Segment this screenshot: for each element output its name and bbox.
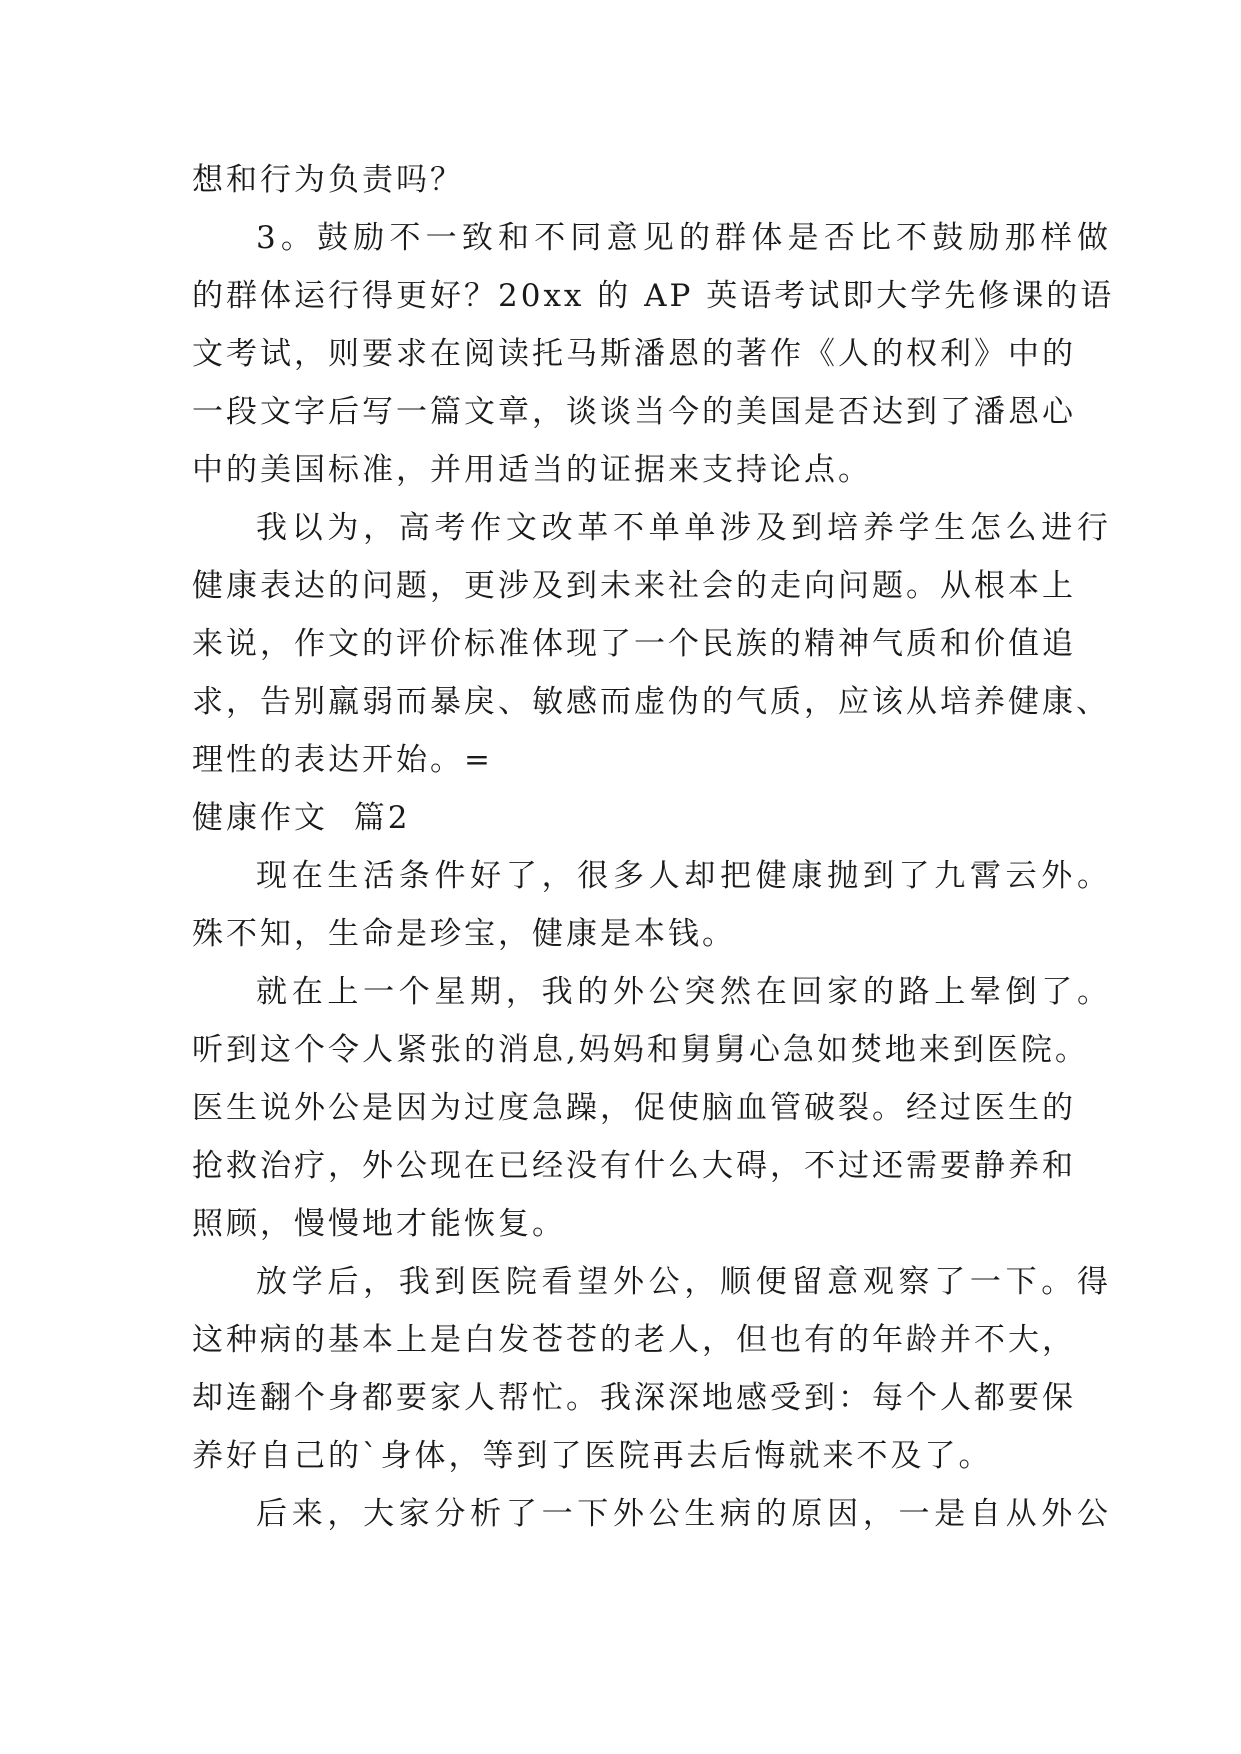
paragraph-start-line: 放学后，我到医院看望外公，顺便留意观察了一下。得	[256, 1264, 1111, 1300]
paragraph-start-line: 3。鼓励不一致和不同意见的群体是否比不鼓励那样做	[256, 220, 1111, 256]
text-line: 健康表达的问题，更涉及到未来社会的走向问题。从根本上	[192, 568, 1076, 604]
text-line: 殊不知，生命是珍宝，健康是本钱。	[192, 916, 736, 952]
text-line: 来说，作文的评价标准体现了一个民族的精神气质和价值追	[192, 626, 1076, 662]
text-line: 理性的表达开始。=	[192, 742, 493, 778]
text-line: 却连翻个身都要家人帮忙。我深深地感受到：每个人都要保	[192, 1380, 1076, 1416]
text-line: 一段文字后写一篇文章，谈谈当今的美国是否达到了潘恩心	[192, 394, 1076, 430]
paragraph-start-line: 就在上一个星期，我的外公突然在回家的路上晕倒了。	[256, 974, 1111, 1010]
paragraph-start-line: 现在生活条件好了，很多人却把健康抛到了九霄云外。	[256, 858, 1111, 894]
paragraph-start-line: 我以为，高考作文改革不单单涉及到培养学生怎么进行	[256, 510, 1111, 546]
text-line: 想和行为负责吗？	[192, 162, 464, 198]
text-line: 求，告别羸弱而暴戾、敏感而虚伪的气质，应该从培养健康、	[192, 684, 1110, 720]
paragraph-start-line: 后来，大家分析了一下外公生病的原因，一是自从外公	[256, 1496, 1111, 1532]
text-line: 的群体运行得更好？20xx 的 AP 英语考试即大学先修课的语	[192, 278, 1115, 314]
article-body	[192, 151, 1115, 1543]
text-line: 抢救治疗，外公现在已经没有什么大碍，不过还需要静养和	[192, 1148, 1076, 1184]
text-line: 照顾，慢慢地才能恢复。	[192, 1206, 566, 1242]
text-line: 文考试，则要求在阅读托马斯潘恩的著作《人的权利》中的	[192, 336, 1076, 372]
text-line: 养好自己的`身体，等到了医院再去后悔就来不及了。	[192, 1438, 993, 1474]
text-line: 听到这个令人紧张的消息,妈妈和舅舅心急如焚地来到医院。	[192, 1032, 1089, 1068]
text-line: 这种病的基本上是白发苍苍的老人，但也有的年龄并不大，	[192, 1322, 1076, 1358]
text-line: 中的美国标准，并用适当的证据来支持论点。	[192, 452, 872, 488]
section-heading: 健康作文 篇2	[192, 800, 411, 836]
text-line: 医生说外公是因为过度急躁，促使脑血管破裂。经过医生的	[192, 1090, 1076, 1126]
